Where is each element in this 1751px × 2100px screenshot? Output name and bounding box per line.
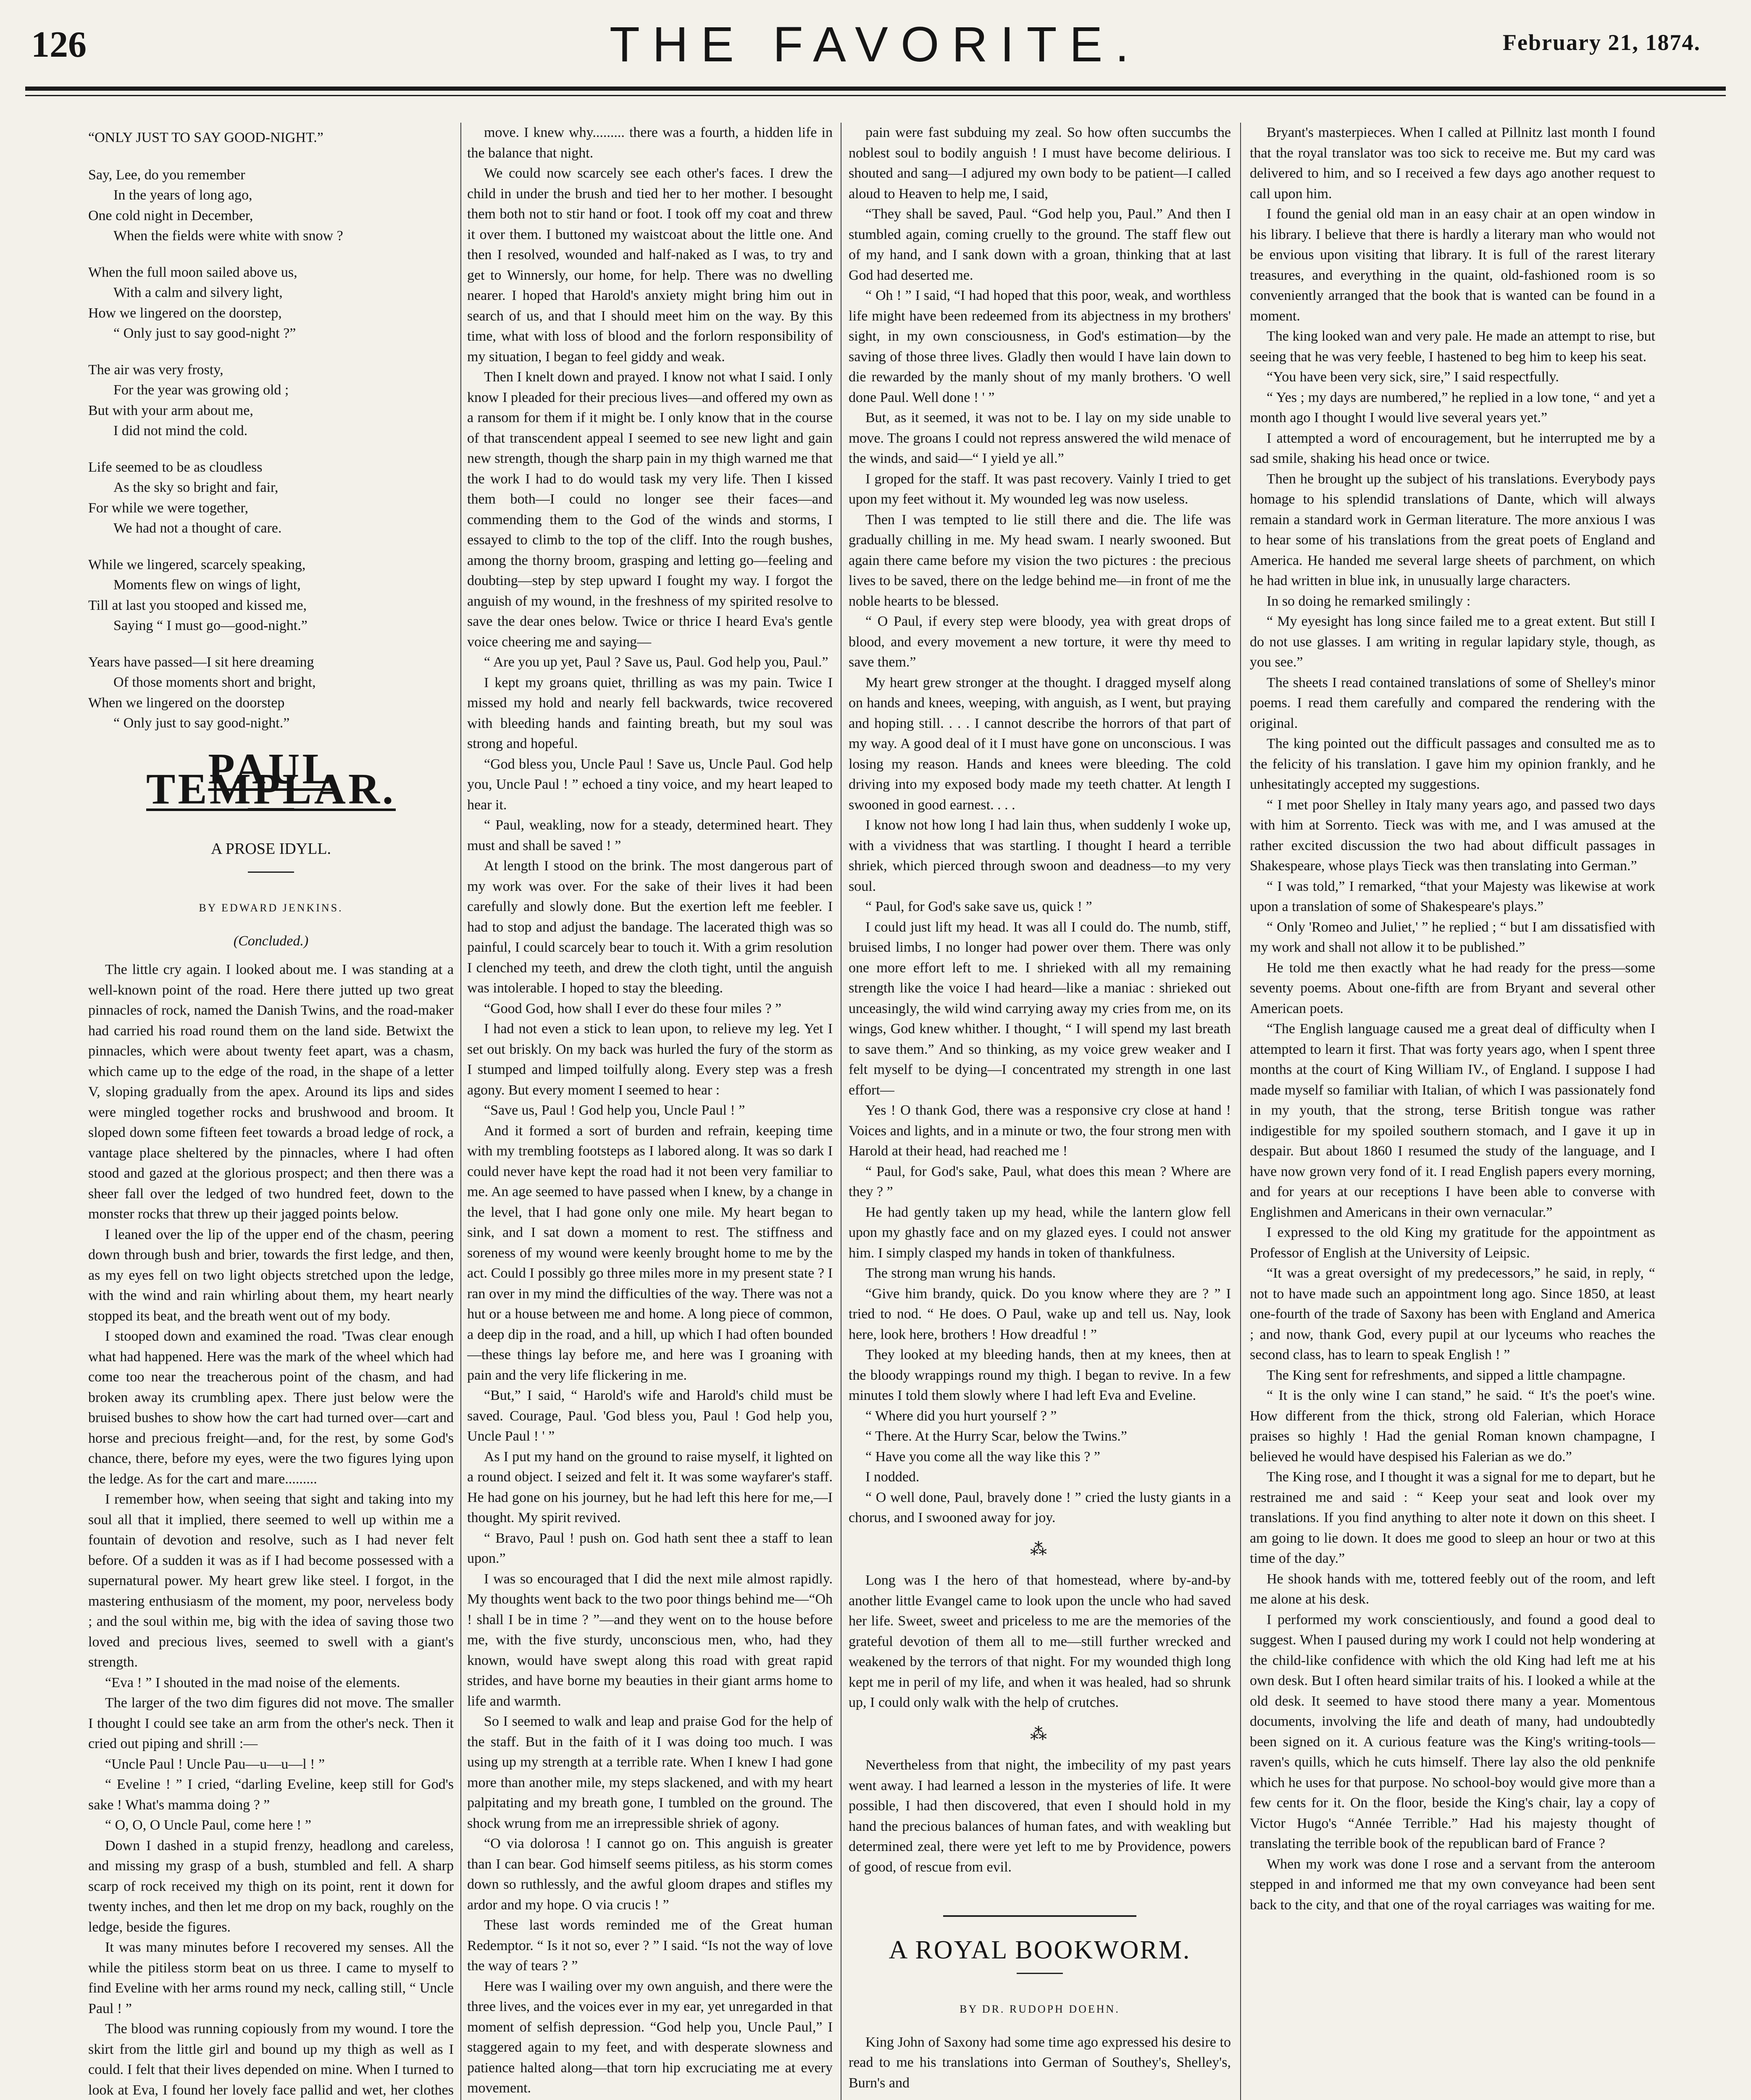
paragraph: In so doing he remarked smilingly : (1267, 593, 1471, 609)
poem-stanza (88, 360, 454, 441)
story-text (88, 960, 454, 2100)
paragraph: So I seemed to walk and leap and praise God for the help of the staff. But in the faith of it I was doing too much. I was using up my strength at a terrible rate. When I knew I had gone more than another mile, my steps slackened, and with my heart palpitating and my breath gone, I tumbled on the ground. The shock wrung from me an irrepressible shriek of agony. (467, 1714, 833, 1831)
article-title: A ROYAL BOOKWORM. (889, 1935, 1191, 1964)
paragraph: Nevertheless from that night, the imbecility of my past years went away. I had learned a lesson in the mysteries of life. It were possible, I had then discovered, that even I should hold in my hand the precious balances of human fates, and with weakling but determined zeal, there were yet left to me by Providence, powers of good, of rescue from evil. (849, 1757, 1231, 1875)
paragraph: They looked at my bleeding hands, then at my knees, then at the bloody wrappings round my thigh. I began to revive. In a few minutes I told them slowly where I had left Eva and Eveline. (849, 1347, 1231, 1403)
poem-line: When the fields were white with snow ? (113, 228, 343, 244)
poem-line: When we lingered on the doorstep (88, 695, 285, 711)
story-concluded-note: (Concluded.) (233, 933, 309, 949)
paragraph: “It was a great oversight of my predecessors,” he said, in reply, “ not to have made such an appointment long ago. Since 1850, at least one-fourth of the trade of Saxony has been with England and America ; and now, thank God, every pupil at our lyceums who reaches the second class, has to learn to speak English ! ” (1250, 1265, 1655, 1362)
paragraph: “ It is the only wine I can stand,” he said. “ It's the poet's wine. How different from the thick, strong old Falerian, which Horace praises so highly ! Had the genial Roman known champagne, I believed he would have despised his Falerian as we do.” (1250, 1388, 1655, 1465)
masthead: THE FAVORITE. (609, 17, 1142, 72)
paragraph: Down I dashed in a stupid frenzy, headlong and careless, and missing my grasp of a bush, stumbled and fell. A sharp scarp of rock received my thigh on its point, rent it down for twenty inches, and then let me drop on my back, roughly on the ledge, beside the figures. (88, 1838, 454, 1935)
paragraph: I stooped down and examined the road. 'Twas clear enough what had happened. Here was the mark of the wheel which had come too near the treacherous point of the chasm, and had broken away its crumbling apex. There just below were the bruised bushes to show how the cart had turned over—cart and horse and precious freight—and, for the rest, by some God's chance, there, before my eyes, were the two figures lying upon the ledge. As for the cart and mare......... (88, 1328, 454, 1487)
paragraph: The sheets I read contained translations of some of Shelley's minor poems. I read them carefully and compared the rendering with the original. (1250, 675, 1655, 731)
header-rule-thin (25, 95, 1726, 96)
poem-line: But with your arm about me, (88, 402, 253, 418)
paragraph: But, as it seemed, it was not to be. I lay on my side unable to move. The groans I could not repress answered the wild menace of the winds, and said—“ I yield ye all.” (849, 410, 1231, 466)
paragraph: “God bless you, Uncle Paul ! Save us, Uncle Paul. God help you, Uncle Paul ! ” echoed a tiny voice, and my heart leaped to hear it. (467, 756, 833, 813)
paragraph: The King rose, and I thought it was a signal for me to depart, but he restrained me and said : “ Keep your seat and look over my translations. If you find anything to alter note it down on this sheet. I am going to lie down. It does me good to sleep an hour or two at this time of the day.” (1250, 1469, 1655, 1566)
poem-line: Till at last you stooped and kissed me, (88, 597, 307, 613)
poem-stanza (88, 457, 454, 539)
page-header (0, 0, 1751, 126)
poem-line: Saying “ I must go—good-night.” (113, 618, 308, 633)
poem-line: When the full moon sailed above us, (88, 264, 297, 280)
paragraph: I leaned over the lip of the upper end of the chasm, peering down through bush and brier, towards the first ledge, and then, as my eyes fell on two light objects stretched upon the ledge, with the wind and rain whirling about them, my heart nearly stopped its beat, and the breath went out of my body. (88, 1226, 454, 1324)
paragraph: “Save us, Paul ! God help you, Uncle Paul ! ” (484, 1102, 745, 1118)
paragraph: “ I met poor Shelley in Italy many years ago, and passed two days with him at Sorrento. Tieck was with me, and I was amused at the rather excited discussion the two had about difficult passages in Shakespeare, whose plays Tieck was then translating into German.” (1250, 797, 1655, 874)
paragraph: I could just lift my head. It was all I could do. The numb, stiff, bruised limbs, I no longer had power over them. There was only one more effort left to me. I shrieked with all my remaining strength like the voice I had heard—like a maniac : shrieked out unceasingly, the wild wind carrying away my cries from me, on its wings, God knew whither. I thought, “ I will spend my last breath to save them.” And so thinking, as my voice grew weaker and I felt myself to be dying—I concentrated my strength in one last effort— (849, 919, 1231, 1098)
poem-line: Say, Lee, do you remember (88, 167, 245, 183)
issue-date: February 21, 1874. (1503, 30, 1701, 55)
poem-stanza (88, 555, 454, 636)
poem-line: In the years of long ago, (113, 187, 252, 203)
ornamental-rule (849, 1903, 1231, 1923)
paragraph: It was many minutes before I recovered my senses. All the while the pitiless storm beat on us three. I came to myself to find Eveline with her arms round my neck, calling still, “ Uncle Paul ! ” (88, 1940, 454, 2016)
column-2 (467, 123, 833, 2100)
article-text (1250, 123, 1655, 1915)
story-subtitle: A PROSE IDYLL. (210, 840, 331, 858)
paragraph: “ Bravo, Paul ! push on. God hath sent thee a staff to lean upon.” (467, 1530, 833, 1566)
paragraph: I found the genial old man in an easy chair at an open window in his library. I believe that there is hardly a literary man who would not be envious upon visiting that library. It is full of the rarest literary treasures, and everything in the quaint, old-fashioned room is so conveniently arranged that the book that is wanted can be found in a moment. (1250, 206, 1655, 324)
paragraph: I attempted a word of encouragement, but he interrupted me by a sad smile, shaking his head once or twice. (1250, 430, 1655, 466)
poem-line: The air was very frosty, (88, 362, 223, 378)
paragraph: The blood was running copiously from my wound. I tore the skirt from the little girl and bound up my thigh as well as I could. I felt that their lives depended on mine. When I turned to look at Eva, I found her lovely face pallid and wet, her clothes (88, 2021, 454, 2098)
paragraph: “Uncle Paul ! Uncle Pau—u—u—l ! ” (105, 1756, 325, 1772)
paragraph: Then I knelt down and prayed. I know not what I said. I only know I pleaded for their precious lives—and offered my own as a ransom for them if it might be. I only know that in the course of that transcendent appeal I seemed to see new light and gain new strength, though the sharp pain in my thigh warned me that the work I had to do would task my very life. Then I kissed them both—I could no longer see their faces—and commending them to the God of the winds and storms, I essayed to climb to the top of the cliff. Into the rough bushes, among the thorny broom, grasping and letting go—feeling and doubting—step by step upward I fought my way. I forgot the anguish of my wound, in the freshness of my spirited resolve to save the dear ones below. Twice or thrice I heard Eva's gentle voice cheering me and saying— (467, 369, 833, 650)
paragraph: Here was I wailing over my own anguish, and there were the three lives, and the voices ever in my ear, yet unregarded in that moment of selfish depression. “God help you, Uncle Paul,” I staggered again to my feet, and with desperate slowness and patience halted along—that torn hip excruciating me at every movement. (467, 1978, 833, 2096)
story-text (849, 123, 1231, 1528)
poem-line: We had not a thought of care. (113, 520, 282, 536)
column-separator (460, 123, 461, 2100)
paragraph: “ Where did you hurt yourself ? ” (865, 1408, 1057, 1424)
paragraph: These last words reminded me of the Great human Redemptor. “ Is it not so, ever ? ” I said. “Is not the way of love the way of tears ? ” (467, 1917, 833, 1974)
poem-line: While we lingered, scarcely speaking, (88, 556, 306, 572)
paragraph: The strong man wrung his hands. (865, 1265, 1056, 1281)
paragraph: I groped for the staff. It was past recovery. Vainly I tried to get upon my feet without it. My wounded leg was now useless. (849, 471, 1231, 507)
paragraph: I performed my work conscientiously, and found a good deal to suggest. When I paused during my work I could not help wondering at the child-like confidence with which the old King had left me at his own desk. But I often heard similar traits of his. I looked a while at the old desk. It seemed to have stood there many a year. Momentous documents, involving the life and death of many, had undoubtedly been signed on it. A curious feature was the King's writing-tools—raven's quills, which he cuts himself. There lay also the old penknife which he uses for that purpose. No school-boy would give more than a few cents for it. On the floor, beside the King's chair, lay a copy of Victor Hugo's “Année Terrible.” Had his majesty thought of translating the terrible book of the republican bard of France ? (1250, 1612, 1655, 1851)
paragraph: My heart grew stronger at the thought. I dragged myself along on hands and knees, weeping, with anguish, as I went, but praying and hoping still. . . . I cannot describe the horrors of that part of my way. A good deal of it I must have gone on unconscious. I was losing my reason. Hands and knees were bleeding. The cold driving into my exposed body made my teeth chatter. At length I swooned in good earnest. . . . (849, 675, 1231, 813)
poem-line: For while we were together, (88, 500, 249, 516)
paragraph: As I put my hand on the ground to raise myself, it lighted on a round object. I seized and felt it. It was some wayfarer's staff. He had gone on his journey, but he had left this here for me,—I thought. My spirit revived. (467, 1449, 833, 1525)
paragraph: “ Only 'Romeo and Juliet,' ” he replied ; “ but I am dissatisfied with my work and shall not allow it to be published.” (1250, 919, 1655, 955)
divider (248, 872, 294, 873)
paragraph: Yes ! O thank God, there was a responsive cry close at hand ! Voices and lights, and in a minute or two, the four strong men with Harold at their head, had reached me ! (849, 1102, 1231, 1159)
paragraph: pain were fast subduing my zeal. So how often succumbs the noblest soul to bodily anguish ! I must have become delirious. I shouted and sang—I adjured my own body to be patient—I called aloud to Heaven to help me, I said, (849, 125, 1231, 202)
poem-line: One cold night in December, (88, 207, 253, 223)
article-author: BY DR. RUDOPH DOEHN. (960, 2003, 1120, 2015)
paragraph: He had gently taken up my head, while the lantern glow fell upon my ghastly face and on my glazed eyes. I could not answer him. I simply clasped my hands in token of thankfulness. (849, 1204, 1231, 1261)
paragraph: “ Paul, for God's sake save us, quick ! ” (865, 899, 1092, 914)
paragraph: “ I was told,” I remarked, “that your Majesty was likewise at work upon a translation of some of Shakespeare's plays.” (1250, 878, 1655, 914)
poem-stanza (88, 165, 454, 247)
poem-title: “ONLY JUST TO SAY GOOD-NIGHT.” (88, 130, 323, 145)
paragraph: When my work was done I rose and a servant from the anteroom stepped in and informed me that my own conveyance had been sent back to the city, and that one of the royal carriages was waiting for me. (1250, 1856, 1655, 1913)
poem-line: As the sky so bright and fair, (113, 480, 279, 495)
paragraph: “They shall be saved, Paul. “God help you, Paul.” And then I stumbled again, coming cruelly to the ground. The staff flew out of my hand, and I sank down with a groan, thinking that at last God had deserted me. (849, 206, 1231, 283)
poem-line: “ Only just to say good-night ?” (113, 326, 296, 341)
paragraph: “ O well done, Paul, bravely done ! ” cried the lusty giants in a chorus, and I swooned away for joy. (849, 1489, 1231, 1525)
paragraph: “ Paul, weakling, now for a steady, determined heart. They must and shall be saved ! ” (467, 817, 833, 853)
paragraph: “ Have you come all the way like this ? ” (865, 1449, 1100, 1465)
paragraph: The king looked wan and very pale. He made an attempt to rise, but seeing that he was very feeble, I hastened to beg him to keep his seat. (1250, 328, 1655, 365)
story-title: PAUL TEMPLAR. (146, 744, 396, 813)
paragraph: I nodded. (865, 1469, 920, 1485)
paragraph: “ O, O, O Uncle Paul, come here ! ” (105, 1817, 311, 1833)
paragraph: Long was I the hero of that homestead, where by-and-by another little Evangel came to look upon the uncle who had saved her life. Sweet, sweet and priceless to me are the memories of the grateful devotion of them all to me—still further wrecked and weakened by the terrors of that night. For my wounded thigh long kept me in peril of my life, and when it was healed, had so shrunk up, I could only walk with the help of crutches. (849, 1572, 1231, 1710)
column-separator (1240, 123, 1241, 2100)
paragraph: I had not even a stick to lean upon, to relieve my leg. Yet I set out briskly. On my back was hurled the fury of the storm as I stumped and limped toilfully along. Every step was a fresh agony. But every moment I seemed to hear : (467, 1021, 833, 1098)
section-break: ⁂ (1030, 1539, 1049, 1559)
paragraph: We could now scarcely see each other's faces. I drew the child in under the brush and tied her to her mother. I besought them both not to stir hand or foot. I took off my coat and threw it over them. I buttoned my waistcoat about the little one. And then I resolved, wounded and half-naked as I was, to try and get to Winnersly, our home, for help. There was no dwelling nearer. I hoped that Harold's anxiety might bring him out in search of us, and that I should meet him on the way. By this time, what with loss of blood and the forlorn responsibility of my situation, I began to feel giddy and weak. (467, 165, 833, 365)
paragraph: At length I stood on the brink. The most dangerous part of my work was over. For the sake of their lives it had been carefully and slowly done. But the exertion left me feebler. I had to stop and adjust the bandage. The lacerated thigh was so painful, I could scarcely bear to touch it. With a grim resolution I clenched my teeth, and drew the cloth tight, until the anguish was intolerable. I hoped to stay the bleeding. (467, 858, 833, 996)
header-rule (25, 87, 1726, 91)
paragraph: King John of Saxony had some time ago expressed his desire to read to me his translations into German of Southey's, Shelley's, Burn's and (849, 2034, 1231, 2091)
paragraph: “ Paul, for God's sake, Paul, what does this mean ? Where are they ? ” (849, 1163, 1231, 1200)
paragraph: “Eva ! ” I shouted in the mad noise of the elements. (105, 1675, 400, 1690)
column-1 (88, 123, 454, 2100)
poem-line: Of those moments short and bright, (113, 675, 316, 690)
paragraph: I expressed to the old King my gratitude for the appointment as Professor of English at the University of Leipsic. (1250, 1225, 1655, 1261)
paragraph: “The English language caused me a great deal of difficulty when I attempted to learn it first. That was forty years ago, when I spent three months at the court of King William IV., of England. I suppose I had made myself so familiar with Italian, of which I was passionately fond in my youth, that the strong, terse British tongue was rather indigestible for my spoiled southern stomach, and I gave it up in despair. But about 1860 I resumed the study of the language, and I have now grown very fond of it. I read English papers every morning, and for years at our receptions I have been able to converse with Englishmen and Americans in their own vernacular.” (1250, 1021, 1655, 1220)
paragraph: “ Are you up yet, Paul ? Save us, Paul. God help you, Paul.” (484, 654, 828, 670)
divider (1017, 1973, 1063, 1974)
paragraph: move. I knew why......... there was a fourth, a hidden life in the balance that night. (467, 125, 833, 161)
paragraph: I was so encouraged that I did the next mile almost rapidly. My thoughts went back to the two poor things behind me—“Oh ! shall I be in time ? ”—and they went on to the house before me, with the five sturdy, unconscious men, who, had they known, would have swept along this road with great rapid strides, and have borne my beauties in their giant arms home to life and warmth. (467, 1571, 833, 1709)
paragraph: “ There. At the Hurry Scar, below the Twins.” (865, 1428, 1127, 1444)
poem-body (88, 165, 454, 734)
poem-stanza (88, 652, 454, 734)
paragraph: I kept my groans quiet, thrilling as was my pain. Twice I missed my hold and nearly fell backwards, twice recovered with bleeding hands and fainting breath, but my soul was strong and hopeful. (467, 675, 833, 751)
paragraph: “ O Paul, if every step were bloody, yea with great drops of blood, and every movement a new torture, it were thy meed to save them.” (849, 614, 1231, 670)
poem-line: For the year was growing old ; (113, 382, 289, 398)
paragraph (467, 2099, 833, 2100)
story-text (467, 123, 833, 2100)
paragraph: “ My eyesight has long since failed me to a great extent. But still I do not use glasses. I am writing in regular lapidary style, though, as you see.” (1250, 614, 1655, 670)
paragraph: “ Yes ; my days are numbered,” he replied in a low tone, “ and yet a month ago I thought I would live several years yet.” (1250, 389, 1655, 425)
story-author: BY EDWARD JENKINS. (199, 902, 343, 914)
paragraph: “ Eveline ! ” I cried, “darling Eveline, keep still for God's sake ! What's mamma doing ? ” (88, 1777, 454, 1813)
section-break: ⁂ (1030, 1724, 1049, 1743)
poem-line: Life seemed to be as cloudless (88, 459, 263, 475)
column-4 (1250, 123, 1655, 2100)
poem-line: I did not mind the cold. (113, 423, 248, 438)
paragraph: “Good God, how shall I ever do these four miles ? ” (484, 1000, 782, 1016)
paragraph: He shook hands with me, tottered feebly out of the room, and left me alone at his desk. (1250, 1571, 1655, 1607)
paragraph: “Give him brandy, quick. Do you know where they are ? ” I tried to nod. “ He does. O Paul, wake up and tell us. Nay, look here, look here, brothers ! How dreadful ! ” (849, 1286, 1231, 1342)
poem-line: Moments flew on wings of light, (113, 577, 301, 593)
paragraph: The little cry again. I looked about me. I was standing at a well-known point of the road. Here there jutted up two great pinnacles of rock, named the Danish Twins, and the road-maker had carried his road round them on the land side. Betwixt the pinnacles, which were about twenty feet apart, was a chasm, which came up to the edge of the road, in the shape of a letter V, sloping gradually from the apex. Around its lips and sides were mingled together rocks and brushwood and broom. It sloped down some fifteen feet towards a broad ledge of rock, a vantage place sheltered by the pinnacles, where I had often stood and gazed at the glorious prospect; and then there was a sheer fall over the ledged of two hundred feet, down to the monster rocks that threw up their jagged points below. (88, 962, 454, 1222)
story-text (849, 1570, 1231, 1713)
paragraph: “ Oh ! ” I said, “I had hoped that this poor, weak, and worthless life might have been redeemed from its abjectness in my brothers' sight, in my own consciousness, in God's estimation—by the saving of those three lives. Gladly then would I have lain down to die rewarded by the manly shout of my manly brothers. 'O well done Paul. Well done ! ' ” (849, 288, 1231, 405)
paragraph: The larger of the two dim figures did not move. The smaller I thought I could see take an arm from the other's neck. Then it cried out piping and shrill :— (88, 1695, 454, 1751)
story-text (849, 1755, 1231, 1877)
poem-stanza (88, 262, 454, 344)
paragraph: I know not how long I had lain thus, when suddenly I woke up, with a vividness that was startling. I thought I heard a terrible shriek, which pierced through swoon and deadness—to my very soul. (849, 817, 1231, 894)
poem-line: Years have passed—I sit here dreaming (88, 654, 314, 670)
paragraph: “O via dolorosa ! I cannot go on. This anguish is greater than I can bear. God himself seems pitiless, as his storm comes down so ruthlessly, and the awful gloom drapes and stifles my ardor and my hope. O via crucis ! ” (467, 1836, 833, 1913)
paragraph: “You have been very sick, sire,” I said respectfully. (1267, 369, 1559, 385)
paragraph: Bryant's masterpieces. When I called at Pillnitz last month I found that the royal translator was too sick to receive me. But my card was delivered to him, and so I received a few days ago another request to call upon him. (1250, 125, 1655, 202)
poem-line: “ Only just to say good-night.” (113, 715, 290, 731)
column-3 (849, 123, 1231, 2100)
paragraph: He told me then exactly what he had ready for the press—some seventy poems. About one-fifth are from Bryant and several other American poets. (1250, 960, 1655, 1016)
paragraph: Then I was tempted to lie still there and die. The life was gradually chilling in me. My head swam. I nearly swooned. But again there came before my vision the two pictures : the precious lives to be saved, there on the ledge behind me—in front of me the noble hearts to be blessed. (849, 512, 1231, 609)
paragraph: I remember how, when seeing that sight and taking into my soul all that it implied, there seemed to well up within me a fountain of devotion and resolve, such as I had never felt before. Of a sudden it was as if I had become possessed with a supernatural power. My heart grew like steel. I forgot, in the mastering enthusiasm of the moment, my poor, nerveless body ; and the soul within me, big with the idea of saving those two loved and precious lives, seemed to swell with a giant's strength. (88, 1491, 454, 1670)
paragraph: The king pointed out the difficult passages and consulted me as to the felicity of his translation. I gave him my opinion frankly, and he unhesitatingly accepted my suggestions. (1250, 736, 1655, 792)
page-number: 126 (31, 24, 87, 65)
article-text (849, 2032, 1231, 2094)
poem-line: How we lingered on the doorstep, (88, 305, 282, 321)
paragraph: The King sent for refreshments, and sipped a little champagne. (1267, 1367, 1626, 1383)
paragraph: “But,” I said, “ Harold's wife and Harold's child must be saved. Courage, Paul. 'God bless you, Paul ! God help you, Uncle Paul ! ' ” (467, 1388, 833, 1444)
poem-line: With a calm and silvery light, (113, 285, 283, 300)
paragraph: And it formed a sort of burden and refrain, keeping time with my trembling footsteps as I labored along. It was so dark I could never have kept the road had it not been very familiar to me. An age seemed to have passed when I knew, by a change in the level, that I had gone only one mile. My heart began to sink, and I sat down a moment to rest. The stiffness and soreness of my wound were keenly brought home to me by the act. Could I possibly go three miles more in my present state ? I ran over in my mind the difficulties of the way. There was not a hut or a house between me and home. A long piece of common, a deep dip in the road, and a hill, up which I had often bounded—these things lay before me, and here was I groaning with pain and the very life flickering in me. (467, 1123, 833, 1383)
paragraph: Then he brought up the subject of his translations. Everybody pays homage to his splendid translations of Dante, which will always remain a standard work in German literature. The more anxious I was to hear some of his translations from the great poets of England and America. He handed me several large sheets of parchment, on which he had written in blue ink, in unusually large characters. (1250, 471, 1655, 588)
